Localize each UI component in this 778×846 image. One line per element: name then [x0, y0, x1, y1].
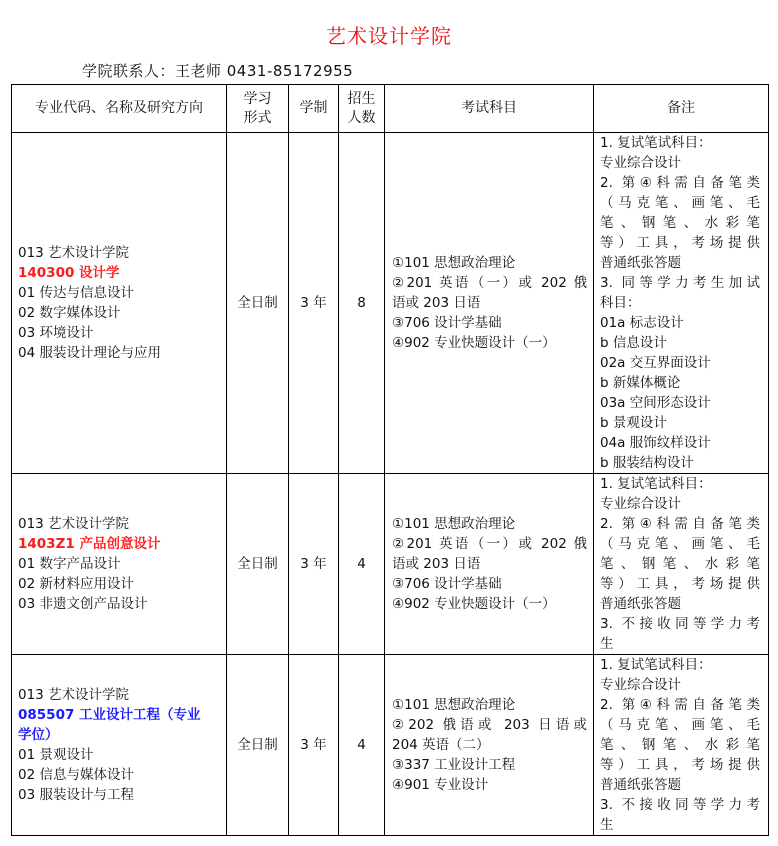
major-name: 1403Z1 产品创意设计	[18, 536, 161, 552]
program-cell	[12, 655, 227, 836]
exam-line: ②201 英语（一）或 202 俄	[392, 536, 587, 552]
exam-line: ④902 专业快题设计（一）	[392, 335, 556, 351]
years-cell: 3 年	[289, 474, 339, 655]
college-name: 013 艺术设计学院	[18, 516, 130, 532]
note-line: 专业综合设计	[600, 496, 681, 512]
exam-line: ③706 设计学基础	[392, 315, 502, 331]
note-line: 2. 第④科需自备笔类	[600, 697, 760, 713]
note-line: 专业综合设计	[600, 155, 681, 171]
college-name: 013 艺术设计学院	[18, 687, 130, 703]
note-line: 01a 标志设计	[600, 315, 684, 331]
note-line: 03a 空间形态设计	[600, 395, 711, 411]
direction-item: 02 信息与媒体设计	[18, 767, 134, 783]
major-name: 085507 工业设计工程（专业	[18, 707, 201, 723]
note-line: 笔、钢笔、水彩笔	[600, 556, 760, 572]
direction-item: 03 非遗文创产品设计	[18, 596, 148, 612]
direction-item: 01 景观设计	[18, 747, 94, 763]
direction-item: 02 新材料应用设计	[18, 576, 134, 592]
study-mode-cell: 全日制	[227, 474, 289, 655]
study-mode-cell: 全日制	[227, 655, 289, 836]
direction-item: 01 数字产品设计	[18, 556, 121, 572]
header-exam-subjects: 考试科目	[385, 85, 594, 133]
note-line: 2. 第④科需自备笔类	[600, 175, 760, 191]
exam-line: ①101 思想政治理论	[392, 255, 516, 271]
header-years: 学制	[289, 85, 339, 133]
note-line: b 景观设计	[600, 415, 667, 431]
exam-line: 204 英语（二）	[392, 737, 490, 753]
page-title: 艺术设计学院	[326, 24, 452, 48]
major-name-cont: 学位）	[18, 727, 59, 743]
exam-line: ④901 专业设计	[392, 777, 489, 793]
table-row	[12, 133, 769, 474]
exam-subjects-cell	[385, 133, 594, 474]
notes-cell	[594, 133, 769, 474]
years-cell: 3 年	[289, 655, 339, 836]
program-cell	[12, 133, 227, 474]
exam-line: ③706 设计学基础	[392, 576, 502, 592]
note-line: 生	[600, 817, 614, 833]
note-line: 专业综合设计	[600, 677, 681, 693]
note-line: 等）工具，考场提供	[600, 235, 760, 251]
table-header-row	[12, 85, 769, 133]
quota-cell: 8	[339, 133, 385, 474]
header-notes: 备注	[594, 85, 769, 133]
years-cell: 3 年	[289, 133, 339, 474]
note-line: 1. 复试笔试科目：	[600, 135, 712, 151]
note-line: b 新媒体概论	[600, 375, 681, 391]
note-line: 普通纸张答题	[600, 596, 681, 612]
exam-subjects-cell	[385, 655, 594, 836]
exam-line: ④902 专业快题设计（一）	[392, 596, 556, 612]
exam-line: 语或 203 日语	[392, 556, 481, 572]
note-line: 科目：	[600, 295, 641, 311]
notes-cell	[594, 655, 769, 836]
header-quota: 招生 人数	[339, 85, 385, 133]
study-mode-cell: 全日制	[227, 133, 289, 474]
header-program: 专业代码、名称及研究方向	[12, 85, 227, 133]
exam-subjects-cell	[385, 474, 594, 655]
notes-cell	[594, 474, 769, 655]
note-line: （马克笔、画笔、毛	[600, 195, 760, 211]
direction-item: 01 传达与信息设计	[18, 285, 134, 301]
exam-line: ②202 俄语或 203 日语或	[392, 717, 587, 733]
exam-line: ①101 思想政治理论	[392, 516, 516, 532]
note-line: 02a 交互界面设计	[600, 355, 711, 371]
note-line: 普通纸张答题	[600, 255, 681, 271]
exam-line: ①101 思想政治理论	[392, 697, 516, 713]
note-line: 2. 第④科需自备笔类	[600, 516, 760, 532]
note-line: 3. 同等学力考生加试	[600, 275, 760, 291]
note-line: 3. 不接收同等学力考	[600, 797, 760, 813]
note-line: 04a 服饰纹样设计	[600, 435, 711, 451]
college-name: 013 艺术设计学院	[18, 245, 130, 261]
exam-line: ③337 工业设计工程	[392, 757, 516, 773]
note-line: 1. 复试笔试科目：	[600, 476, 712, 492]
major-name: 140300 设计学	[18, 265, 120, 281]
table-row	[12, 655, 769, 836]
note-line: 笔、钢笔、水彩笔	[600, 737, 760, 753]
note-line: （马克笔、画笔、毛	[600, 717, 760, 733]
note-line: 等）工具，考场提供	[600, 757, 760, 773]
quota-cell: 4	[339, 655, 385, 836]
note-line: 等）工具，考场提供	[600, 576, 760, 592]
exam-line: ②201 英语（一）或 202 俄	[392, 275, 587, 291]
note-line: 笔、钢笔、水彩笔	[600, 215, 760, 231]
direction-item: 03 服装设计与工程	[18, 787, 134, 803]
table-row	[12, 474, 769, 655]
direction-item: 02 数字媒体设计	[18, 305, 121, 321]
note-line: 1. 复试笔试科目：	[600, 657, 712, 673]
exam-line: 语或 203 日语	[392, 295, 481, 311]
note-line: 3. 不接收同等学力考	[600, 616, 760, 632]
note-line: 生	[600, 636, 614, 652]
note-line: b 信息设计	[600, 335, 667, 351]
note-line: b 服装结构设计	[600, 455, 694, 471]
direction-item: 03 环境设计	[18, 325, 94, 341]
contact-info: 学院联系人：王老师 0431-85172955	[82, 62, 354, 80]
note-line: 普通纸张答题	[600, 777, 681, 793]
quota-cell: 4	[339, 474, 385, 655]
program-cell	[12, 474, 227, 655]
admissions-table	[11, 84, 769, 836]
note-line: （马克笔、画笔、毛	[600, 536, 760, 552]
direction-item: 04 服装设计理论与应用	[18, 345, 161, 361]
header-study-mode: 学习 形式	[227, 85, 289, 133]
